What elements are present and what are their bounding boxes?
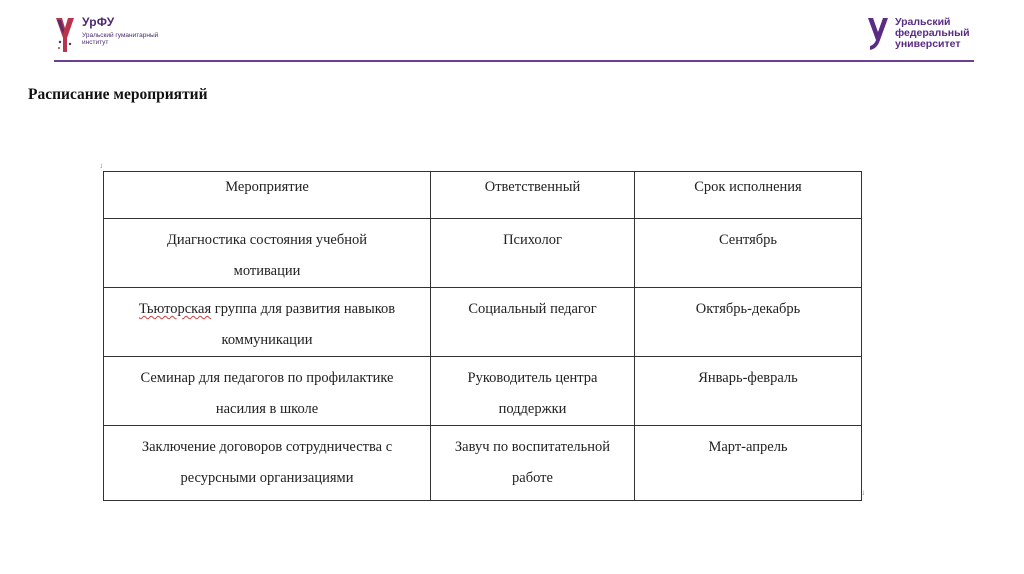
header-deadline: Срок исполнения [635, 172, 862, 219]
responsible-line2: поддержки [498, 401, 567, 417]
responsible-cell [431, 288, 635, 357]
table-row [104, 288, 862, 357]
event-line2: мотивации [233, 263, 301, 279]
responsible-line1: Завуч по воспитательной [454, 439, 611, 455]
responsible-cell [431, 219, 635, 288]
event-line2: ресурсными организациями [180, 470, 354, 486]
header-responsible: Ответственный [431, 172, 635, 219]
schedule-table [103, 171, 865, 501]
urfu-y-mark-icon [54, 16, 76, 54]
urfu-university-logo [866, 16, 986, 56]
event-cell [104, 288, 431, 357]
responsible-cell [431, 426, 635, 501]
event-line1-rest: группа для развития навыков [211, 301, 396, 317]
header-event: Мероприятие [104, 172, 431, 219]
urfu-u-mark-icon [866, 16, 890, 52]
university-name [895, 17, 985, 50]
deadline-cell: Сентябрь [635, 219, 862, 288]
university-name-line3: университет [895, 38, 961, 50]
responsible-cell [431, 357, 635, 426]
deadline-cell: Январь-февраль [635, 357, 862, 426]
urfu-short-name: УрФУ [82, 15, 115, 29]
responsible-line1: Социальный педагог [468, 301, 597, 317]
table-row [104, 219, 862, 288]
university-name-line2: федеральный [895, 27, 970, 39]
institute-name: Уральский гуманитарный институт [82, 32, 159, 46]
page-title: Расписание мероприятий [28, 86, 208, 103]
event-line2: коммуникации [221, 332, 313, 348]
responsible-line2: работе [512, 470, 553, 486]
table-header-row [104, 172, 862, 219]
event-line1: Заключение договоров сотрудничества с [141, 439, 393, 455]
responsible-line1: Руководитель центра [467, 370, 598, 386]
university-name-line1: Уральский [895, 16, 951, 28]
table-anchor-mark: ˩ [100, 164, 103, 170]
event-cell [104, 357, 431, 426]
event-line1: Диагностика состояния учебной [166, 232, 368, 248]
event-line2: насилия в школе [215, 401, 319, 417]
deadline-cell: Март-апрель [635, 426, 862, 501]
table-row [104, 426, 862, 501]
event-line1: Семинар для педагогов по профилактике [140, 370, 394, 386]
event-line1 [107, 294, 427, 325]
deadline-cell: Октябрь-декабрь [635, 288, 862, 357]
schedule-table-wrapper [103, 171, 861, 501]
table-row [104, 357, 862, 426]
event-cell [104, 426, 431, 501]
urfu-institute-logo [54, 14, 164, 56]
event-cell [104, 219, 431, 288]
spellcheck-word: Тьюторская [138, 301, 212, 317]
table-end-mark: ˩ [862, 491, 865, 497]
header-divider [54, 60, 974, 62]
responsible-line1: Психолог [503, 232, 562, 248]
